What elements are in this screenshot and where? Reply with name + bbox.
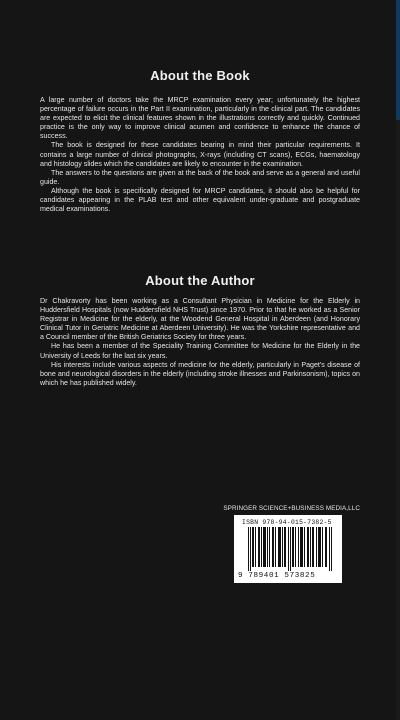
about-author-text — [40, 297, 360, 388]
about-author-paragraph: Dr Chakravorty has been working as a Consultant Physician in Medicine for the Elderly in Huddersfield Hospitals (now Huddersfield NHS Trust) since 1970. Prior to that he worked as a Senior Registrar in Medicine for the elderly, at the Woodend General Hospital in Aberdeen (and Honorary Clinical Tutor in Geriatric Medicine at Aberdeen University). He was the Yorkshire representative and a Council member of the British Geriatrics Society for three years. — [40, 297, 360, 342]
about-book-paragraph: The book is designed for these candidates bearing in mind their particular requirements. It contains a large number of clinical photographs, X-rays (including CT scans), ECGs, haematology and histology slides which the candidates are likely to encounter in the examination. — [40, 141, 360, 168]
barcode-box — [234, 515, 342, 583]
about-book-heading: About the Book — [150, 68, 250, 83]
barcode-number: 9 789401 573825 — [238, 572, 316, 580]
about-author-paragraph: His interests include various aspects of medicine for the elderly, particularly in Paget's disease of bone and neurological disorders in the elderly (including stroke illnesses and Parkinsonism), topics on which he has published widely. — [40, 360, 360, 387]
spine-dark-bar — [396, 120, 400, 720]
spine-accent-bar — [396, 0, 400, 120]
isbn-label: ISBN 978-94-015-7382-5 — [242, 519, 332, 526]
about-book-paragraph: The answers to the questions are given at the back of the book and serve as a general and useful guide. — [40, 168, 360, 186]
about-author-paragraph: He has been a member of the Speciality Training Committee for Medicine for the Elderly in the University of Leeds for the last six years. — [40, 342, 360, 360]
barcode-bars — [248, 527, 334, 571]
about-book-paragraph: Although the book is specifically designed for MRCP candidates, it should also be helpful for candidates appearing in the PLAB test and other equivalent under-graduate and postgraduate medical examinations. — [40, 186, 360, 214]
about-book-paragraph: A large number of doctors take the MRCP examination every year; unfortunately the highest percentage of failure occurs in the Part II examination, particularly in the clinical part. The candidates are expected to elicit the clinical features shown in the illustrations correctly and quickly. Continued practice is the only way to improve clinical acumen and confidence to enhance the chance of success. — [40, 96, 360, 141]
about-book-text — [40, 96, 360, 214]
about-author-heading: About the Author — [145, 273, 255, 288]
publisher-name: SPRINGER SCIENCE+BUSINESS MEDIA,LLC — [223, 505, 360, 512]
